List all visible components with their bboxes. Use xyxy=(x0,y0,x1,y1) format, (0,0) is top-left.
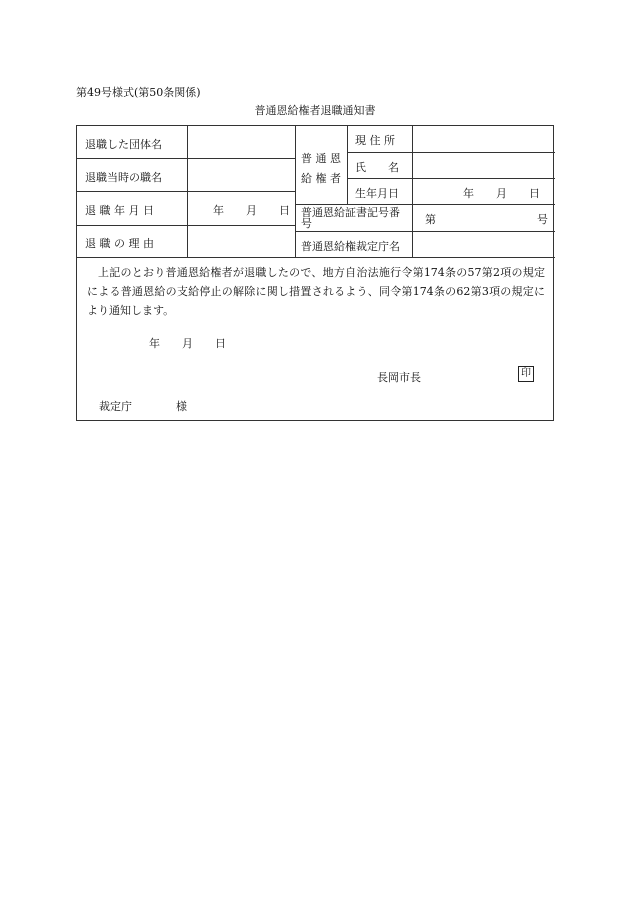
cert-number-label: 普通恩給証書記号番号 xyxy=(301,206,400,230)
retire-date-label: 退 職 年 月 日 xyxy=(85,204,154,217)
seal-mark: 印 xyxy=(518,366,534,382)
notice-body-text: 上記のとおり普通恩給権者が退職したので、地方自治法施行令第174条の57第2項の規定による普通恩給の支給停止の解除に関し措置されるよう、同令第174条の62第3項の規定により通知します。 xyxy=(87,266,545,317)
birthdate-label: 生年月日 xyxy=(355,187,399,200)
retire-date-value: 年 月 日 xyxy=(213,204,290,217)
issuer-name: 長岡市長 xyxy=(377,371,421,384)
birthdate-value: 年 月 日 xyxy=(463,187,540,200)
name-label: 氏 名 xyxy=(355,161,399,174)
org-name-label: 退職した団体名 xyxy=(85,138,162,151)
issue-date-line: 年 月 日 xyxy=(149,337,226,350)
document-title: 普通恩給権者退職通知書 xyxy=(254,104,376,117)
notice-form-frame xyxy=(76,125,554,421)
ruling-office-label: 普通恩給権裁定庁名 xyxy=(301,240,400,253)
position-label: 退職当時の職名 xyxy=(85,171,162,184)
cert-number-suffix: 号 xyxy=(537,213,548,226)
holder-label-line2: 給 権 者 xyxy=(301,172,341,185)
cert-number-prefix: 第 xyxy=(425,213,436,226)
form-number-label: 第49号様式(第50条関係) xyxy=(76,86,201,99)
address-label: 現 住 所 xyxy=(355,134,395,147)
addressee-line: 裁定庁 様 xyxy=(99,400,187,413)
reason-label: 退 職 の 理 由 xyxy=(85,237,154,250)
holder-label-line1: 普 通 恩 xyxy=(301,152,341,165)
